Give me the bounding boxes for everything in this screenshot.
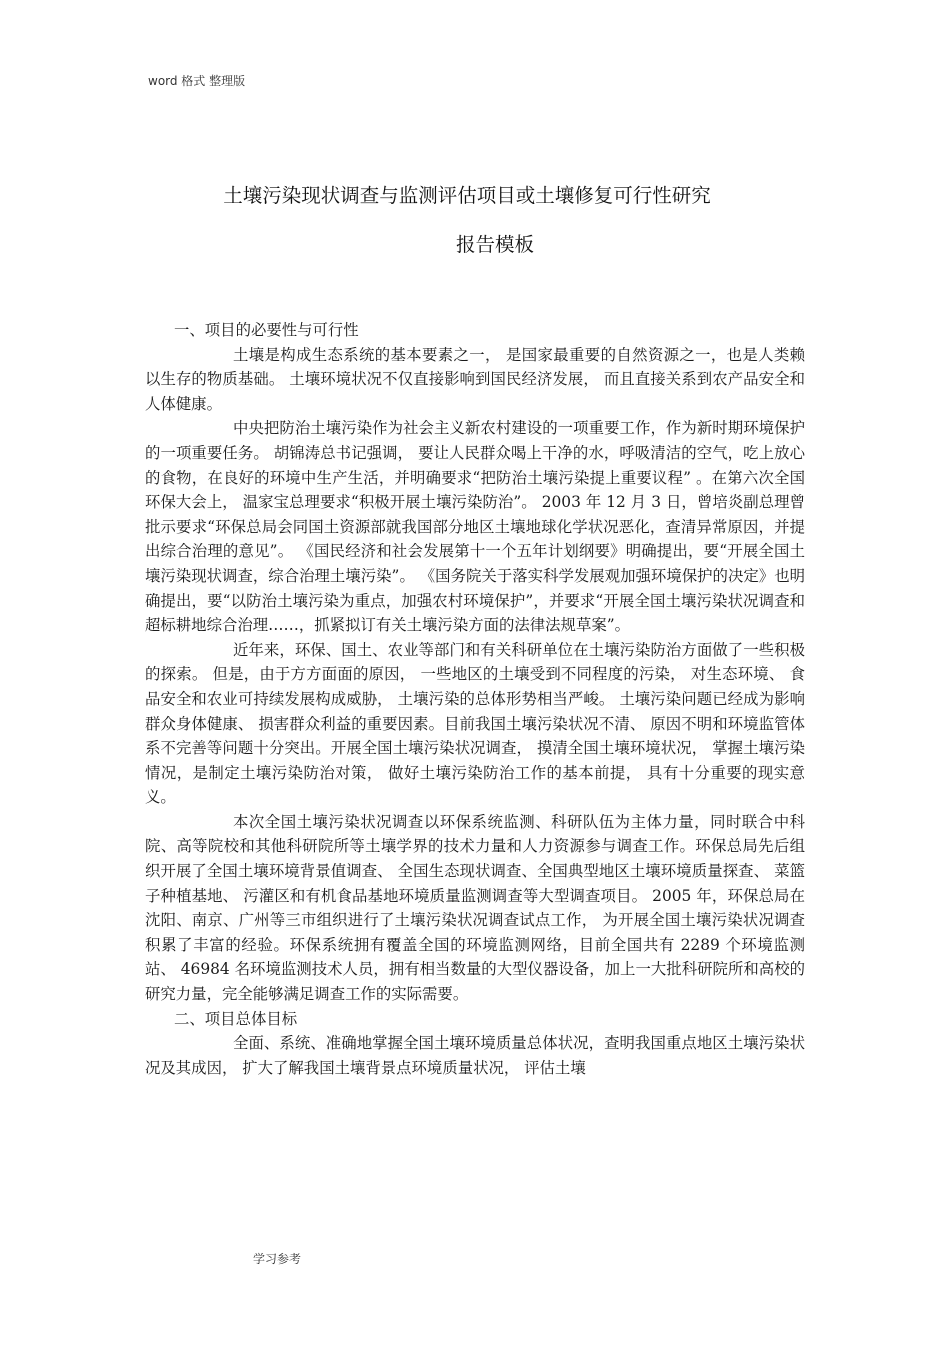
section-heading: 二、项目总体目标 (174, 1009, 298, 1028)
paragraph: 本次全国土壤污染状况调查以环保系统监测、科研队伍为主体力量，同时联合中科院、高等院校和其他科研院所等土壤学界的技术力量和人力资源参与调查工作。环保总局先后组织开展了全国土壤环境背景值调查、 全国生态现状调查、全国典型地区土壤环境质量探查、 菜篮子种植基地、 污灌区和有机食品基地环境质量监测调查等大型调查项目。 2005 年，环保总局在沈阳、南京、广州等三市组织进行了土壤污染状况调查试点工作， 为开展全国土壤污染状况调查积累了丰富的经验。环保系统拥有覆盖全国的环境监测网络，目前全国共有 2289 个环境监测站、 46984 名环境监测技术人员，拥有相当数量的大型仪器设备，加上一大批科研院所和高校的研究力量，完全能够满足调查工作的实际需要。 (145, 812, 805, 1004)
document-title: 土壤污染现状调查与监测评估项目或土壤修复可行性研究 (223, 184, 711, 207)
footer-label: 学习参考 (253, 1252, 302, 1266)
paragraph: 全面、系统、准确地掌握全国土壤环境质量总体状况，查明我国重点地区土壤污染状况及其成因， 扩大了解我国土壤背景点环境质量状况， 评估土壤 (145, 1034, 805, 1077)
paragraph: 近年来，环保、国土、农业等部门和有关科研单位在土壤污染防治方面做了一些积极的探索。 但是，由于方方面面的原因， 一些地区的土壤受到不同程度的污染， 对生态环境、 食品安全和农业可持续发展构成威胁， 土壤污染的总体形势相当严峻。 土壤污染问题已经成为影响群众身体健康、 损害群众利益的重要因素。目前我国土壤污染状况不清、 原因不明和环境监管体系不完善等问题十分突出。开展全国土壤污染状况调查， 摸清全国土壤环境状况， 掌握土壤污染情况，是制定土壤污染防治对策， 做好土壤污染防治工作的基本前提， 具有十分重要的现实意义。 (145, 640, 805, 807)
section-heading: 一、项目的必要性与可行性 (174, 321, 359, 339)
paragraph: 土壤是构成生态系统的基本要素之一， 是国家最重要的自然资源之一，也是人类赖以生存的物质基础。 土壤环境状况不仅直接影响到国民经济发展， 而且直接关系到农产品安全和人体健康。 (145, 345, 805, 413)
paragraph: 中央把防治土壤污染作为社会主义新农村建设的一项重要工作，作为新时期环境保护的一项重要任务。 胡锦涛总书记强调， 要让人民群众喝上干净的水，呼吸清洁的空气，吃上放心的食物，在良好的环境中生产生活，并明确要求“把防治土壤污染提上重要议程” 。在第六次全国环保大会上， 温家宝总理要求“积极开展土壤污染防治”。 2003 年 12 月 3 日，曾培炎副总理曾批示要求“环保总局会同国土资源部就我国部分地区土壤地球化学状况恶化，查清异常原因，并提出综合治理的意见”。 《国民经济和社会发展第十一个五年计划纲要》明确提出，要“开展全国土壤污染现状调查，综合治理土壤污染”。 《国务院关于落实科学发展观加强环境保护的决定》也明确提出，要“以防治土壤污染为重点，加强农村环境保护”，并要求“开展全国土壤污染状况调查和超标耕地综合治理……，抓紧拟订有关土壤污染方面的法律法规草案”。 (145, 419, 805, 635)
document-title-line2: 报告模板 (455, 233, 534, 256)
document-body (145, 318, 805, 1080)
header-label: word 格式 整理版 (148, 74, 246, 88)
